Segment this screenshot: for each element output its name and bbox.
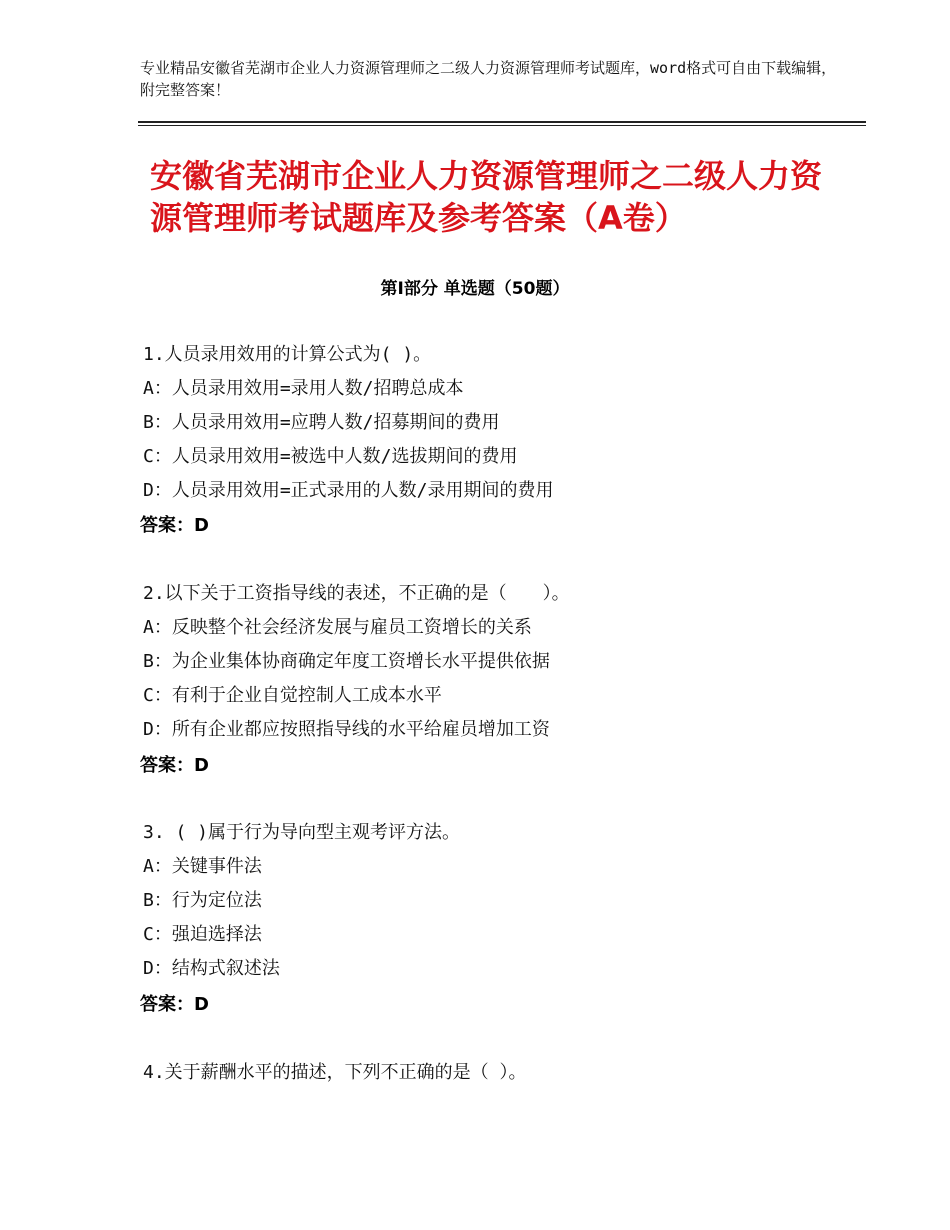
question-1-option-d: D：人员录用效用=正式录用的人数/录用期间的费用 (143, 480, 554, 501)
question-3-option-c: C：强迫选择法 (143, 924, 262, 945)
question-1-option-c: C：人员录用效用=被选中人数/选拔期间的费用 (143, 446, 518, 467)
question-2-option-b: B：为企业集体协商确定年度工资增长水平提供依据 (143, 651, 550, 672)
question-4-stem: 4.关于薪酬水平的描述，下列不正确的是（ ）。 (143, 1062, 527, 1083)
header-note: 专业精品安徽省芜湖市企业人力资源管理师之二级人力资源管理师考试题库，word格式可自由下载编辑，附完整答案！ (140, 59, 837, 99)
question-1-option-a: A：人员录用效用=录用人数/招聘总成本 (143, 378, 464, 399)
document-title: 安徽省芜湖市企业人力资源管理师之二级人力资源管理师考试题库及参考答案（A卷） (150, 157, 823, 237)
question-2-option-d: D：所有企业都应按照指导线的水平给雇员增加工资 (143, 719, 550, 740)
section-heading: 第Ⅰ部分 单选题（50题） (380, 279, 570, 299)
header-divider-thick (138, 121, 866, 123)
question-2-option-a: A：反映整个社会经济发展与雇员工资增长的关系 (143, 617, 532, 638)
question-3-option-b: B：行为定位法 (143, 890, 262, 911)
question-2-stem: 2.以下关于工资指导线的表述，不正确的是（ ）。 (143, 583, 570, 604)
header-divider-thin (138, 125, 866, 126)
question-3-answer: 答案：D (140, 994, 209, 1015)
question-2-option-c: C：有利于企业自觉控制人工成本水平 (143, 685, 442, 706)
question-2-answer: 答案：D (140, 755, 209, 776)
question-3-option-a: A：关键事件法 (143, 856, 262, 877)
question-1-option-b: B：人员录用效用=应聘人数/招募期间的费用 (143, 412, 500, 433)
question-3-option-d: D：结构式叙述法 (143, 958, 280, 979)
question-1-stem: 1.人员录用效用的计算公式为( )。 (143, 344, 432, 365)
question-1-answer: 答案：D (140, 515, 209, 536)
question-3-stem: 3. ( )属于行为导向型主观考评方法。 (143, 822, 461, 843)
